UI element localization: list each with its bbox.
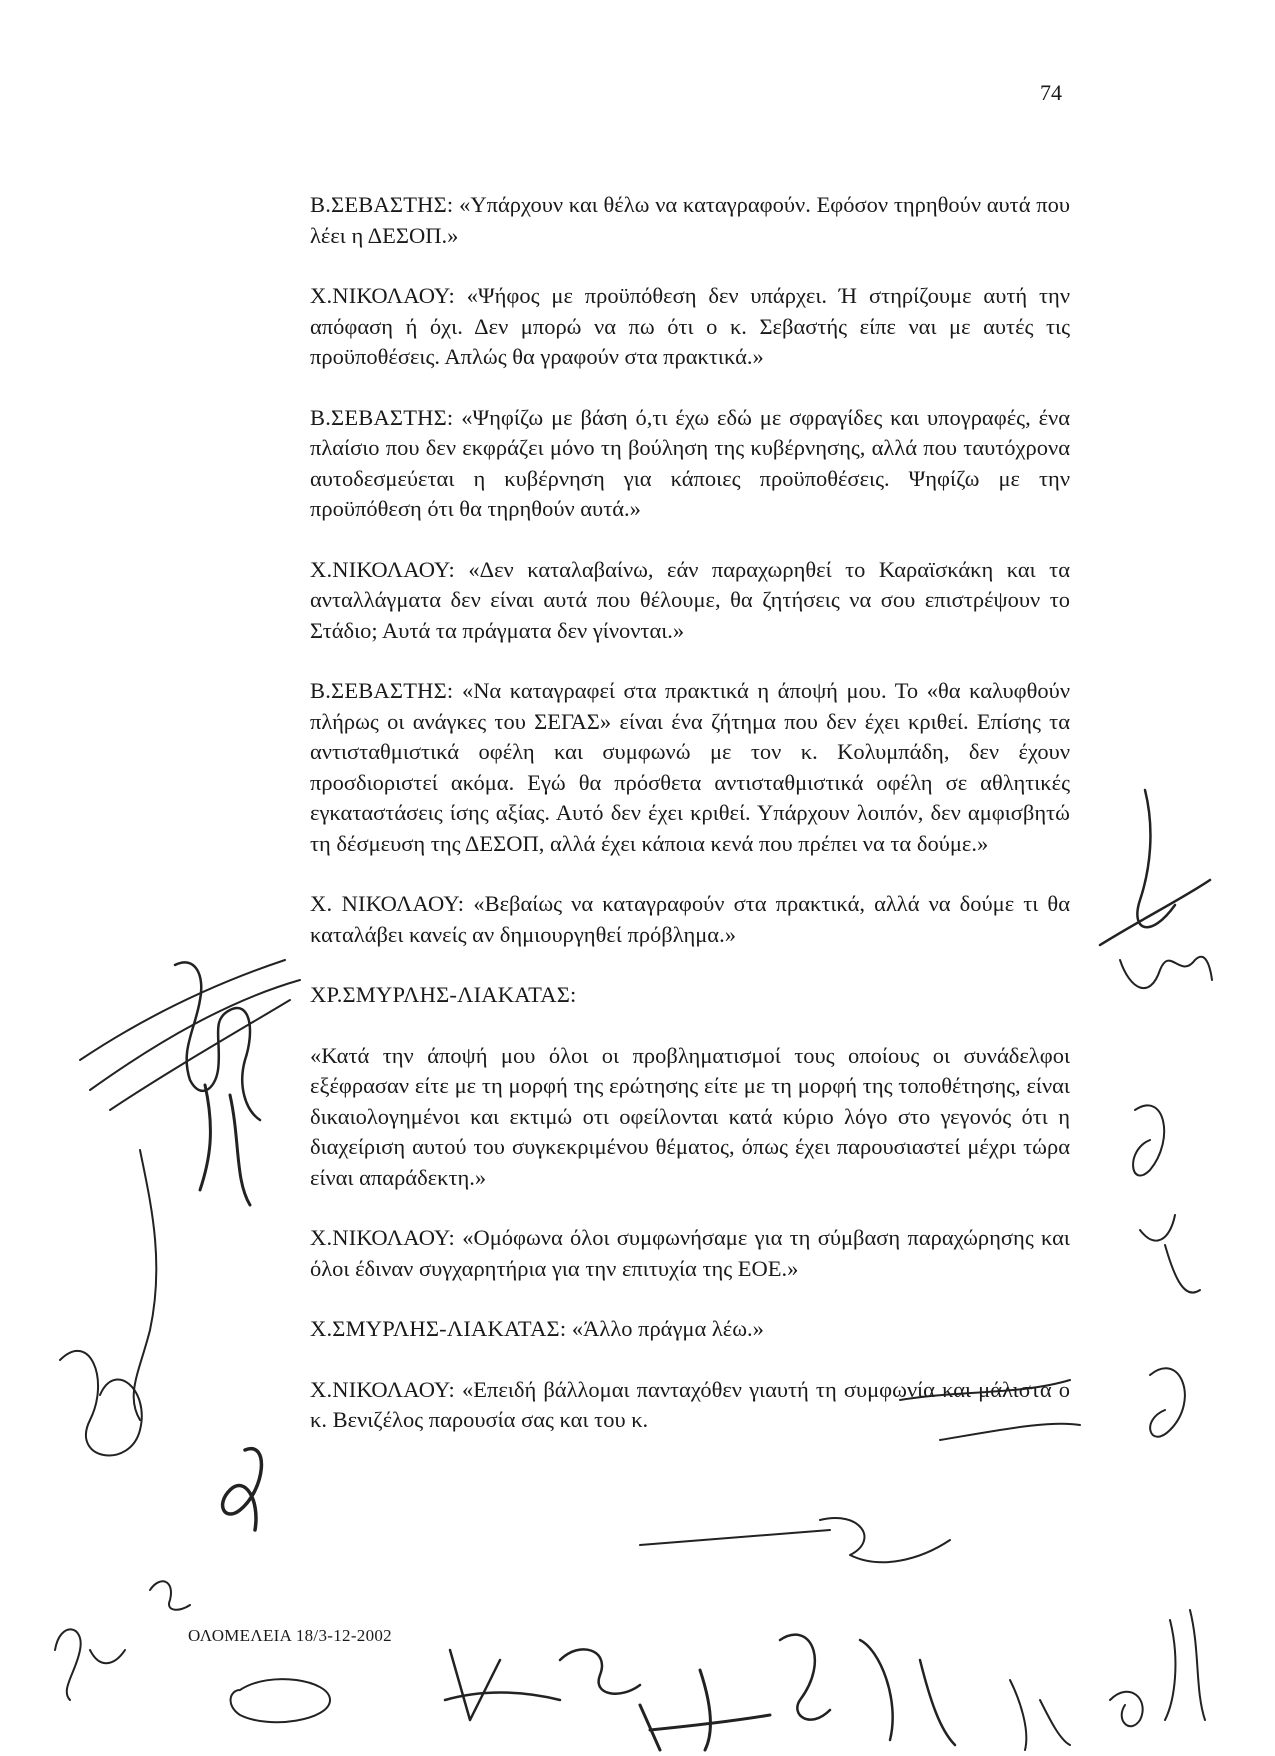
paragraph-2 [310, 281, 1070, 373]
paragraph-7 [310, 980, 1070, 1011]
speech-text: «Επειδή βάλλομαι πανταχόθεν γιαυτή τη συμφωνία και μάλιστα ο κ. Βενιζέλος παρουσία σας και του κ. [310, 1376, 1071, 1432]
speaker-name: Β.ΣΕΒΑΣΤΗΣ: [310, 678, 454, 703]
paragraph-9 [310, 1223, 1070, 1284]
speaker-name: Χ.ΝΙΚΟΛΑΟΥ: [310, 1376, 455, 1402]
speech-text: «Δεν καταλαβαίνω, εάν παραχωρηθεί το Καραϊσκάκη και τα ανταλλάγματα δεν είναι αυτά που θέλουμε, θα ζητήσεις να σου επιστρέψουν το Στάδιο; Αυτά τα πράγματα δεν γίνονται.» [310, 556, 1070, 643]
signature-right-column [1100, 790, 1212, 1726]
speaker-name: Χ. ΝΙΚΟΛΑΟΥ: [310, 891, 465, 916]
signature-left-upper [80, 960, 300, 1420]
speech-text: «Υπάρχουν και θέλω να καταγραφούν. Εφόσον τηρηθούν αυτά που λέει η ΔΕΣΟΠ.» [310, 192, 1070, 248]
paragraph-3 [310, 403, 1070, 525]
speech-text: «Άλλο πράγμα λέω.» [571, 1316, 764, 1341]
speech-text: «Ομόφωνα όλοι συμφωνήσαμε για τη σύμβαση παραχώρησης και όλοι έδιναν συγχαρητήρια για την επιτυχία της ΕΟΕ.» [310, 1225, 1070, 1281]
paragraph-4 [310, 555, 1070, 647]
paragraph-10 [310, 1314, 1070, 1345]
signature-left-lower [55, 1351, 261, 1700]
paragraph-11 [310, 1375, 1070, 1436]
speaker-name: Χ.ΝΙΚΟΛΑΟΥ: [310, 556, 455, 582]
paragraph-8 [310, 1041, 1070, 1194]
page-number: 74 [1040, 80, 1062, 105]
footer-session-label: ΟΛΟΜΕΛΕΙΑ 18/3-12-2002 [188, 1626, 392, 1645]
speaker-name: Χ.ΝΙΚΟΛΑΟΥ: [310, 283, 455, 308]
transcript-body [310, 190, 1070, 1466]
speaker-name: Χ.ΝΙΚΟΛΑΟΥ: [310, 1225, 455, 1250]
paragraph-5 [310, 676, 1070, 859]
speech-text: «Ψήφος με προϋπόθεση δεν υπάρχει. Ή στηρίζουμε αυτή την απόφαση ή όχι. Δεν μπορώ να πω ότι ο κ. Σεβαστής είπε ναι με αυτές τις προϋποθέσεις. Απλώς θα γραφούν στα πρακτικά.» [310, 283, 1070, 369]
speaker-name: ΧΡ.ΣΜΥΡΛΗΣ-ΛΙΑΚΑΤΑΣ: [310, 982, 577, 1007]
speaker-name: Β.ΣΕΒΑΣΤΗΣ: [310, 192, 454, 217]
speech-text: «Να καταγραφεί στα πρακτικά η άποψή μου. Το «θα καλυφθούν πλήρως οι ανάγκες του ΣΕΓΑΣ» είναι ένα ζήτημα που δεν έχει κριθεί. Επίσης τα αντισταθμιστικά οφέλη και συμφωνώ με τον κ. Κολυμπάδη, δεν έχουν προσδιοριστεί ακόμα. Εγώ θα πρόσθετα αντισταθμιστικά οφέλη σε αθλητικές εγκαταστάσεις ίσης αξίας. Αυτό δεν έχει κριθεί. Υπάρχουν λοιπόν, δεν αμφισβητώ τη δέσμευση της ΔΕΣΟΠ, αλλά έχει κάποια κενά που πρέπει να τα δούμε.» [310, 678, 1070, 856]
speech-text: «Βεβαίως να καταγραφούν στα πρακτικά, αλλά να δούμε τι θα καταλάβει κανείς αν δημιουργηθεί πρόβλημα.» [310, 891, 1070, 947]
signature-bottom-row [231, 1635, 1070, 1750]
speaker-name: Χ.ΣΜΥΡΛΗΣ-ΛΙΑΚΑΤΑΣ: [310, 1316, 567, 1341]
speech-text: «Κατά την άποψή μου όλοι οι προβληματισμοί τους οποίους οι συνάδελφοι εξέφρασαν είτε με τη μορφή της ερώτησης είτε με τη μορφή της τοποθέτησης, είναι δικαιολογημένοι και εκτιμώ οτι οφείλονται κατά κύριο λόγο στο γεγονός ότι η διαχείριση αυτού του συγκεκριμένου θέματος, όπως έχει παρουσιαστεί μέχρι τώρα είναι απαράδεκτη.» [310, 1042, 1070, 1190]
speaker-name: Β.ΣΕΒΑΣΤΗΣ: [310, 404, 454, 430]
paragraph-1 [310, 190, 1070, 251]
paragraph-6 [310, 889, 1070, 950]
speech-text: «Ψηφίζω με βάση ό,τι έχω εδώ με σφραγίδες και υπογραφές, ένα πλαίσιο που δεν εκφράζει μόνο τη βούληση της κυβέρνησης, αλλά που ταυτόχρονα αυτοδεσμεύεται η κυβέρνηση για κάποιες προϋποθέσεις. Ψηφίζω με την προϋπόθεση ότι θα τηρηθούν αυτά.» [310, 404, 1070, 521]
